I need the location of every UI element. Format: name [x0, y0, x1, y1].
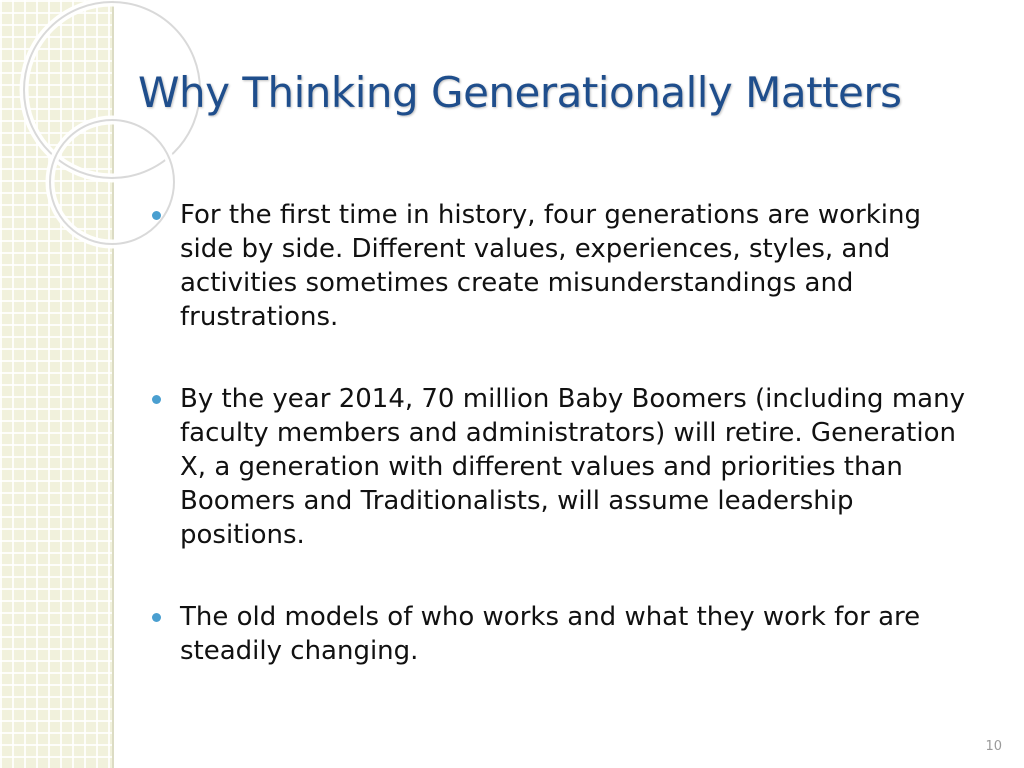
bullet-item [150, 382, 980, 552]
bullet-text: The old models of who works and what they work for are steadily changing. [180, 602, 921, 666]
bullet-list [150, 198, 980, 716]
slide-number: 10 [985, 739, 1002, 754]
bullet-text: For the first time in history, four generations are working side by side. Different values, experiences, styles, and activities sometimes create misunderstandings and frustrations. [180, 200, 921, 332]
bullet-dot-icon [152, 211, 161, 220]
bullet-text: By the year 2014, 70 million Baby Boomers (including many faculty members and administrators) will retire. Generation X, a generation with different values and priorities than Boomers and Traditionalists, will assume leadership positions. [180, 384, 965, 550]
bullet-item [150, 600, 980, 668]
bullet-item [150, 198, 980, 334]
bullet-dot-icon [152, 395, 161, 404]
slide-title: Why Thinking Generationally Matters [138, 68, 902, 117]
bullet-dot-icon [152, 613, 161, 622]
